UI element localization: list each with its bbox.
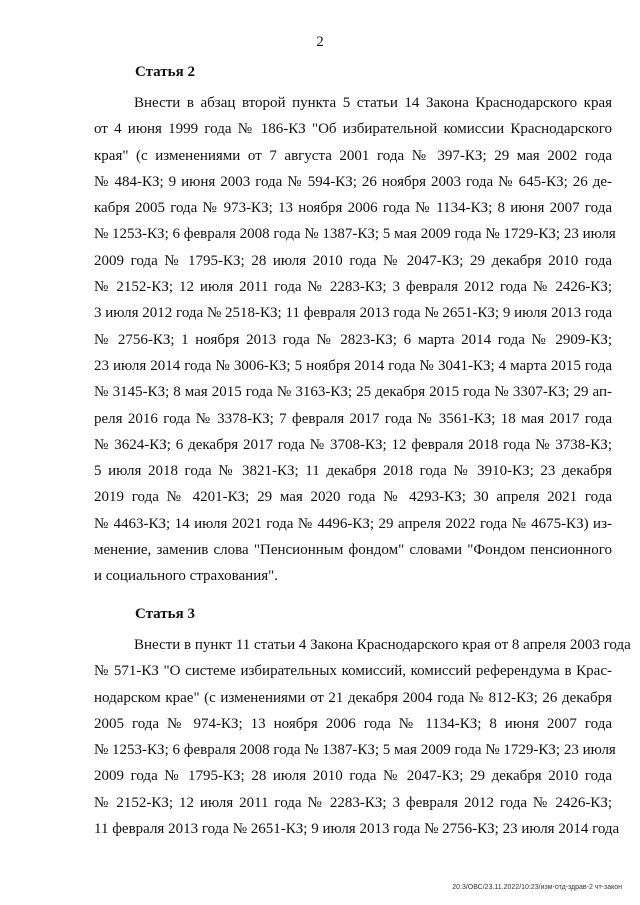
text-line: 11 февраля 2013 года № 2651-КЗ; 9 июля 2013 года № 2756-КЗ; 23 июля 2014 года — [94, 821, 620, 838]
page-number: 2 — [316, 34, 324, 50]
text-line: 2009 года № 1795-КЗ; 28 июля 2010 года № 2047-КЗ; 29 декабря 2010 года — [94, 252, 612, 269]
text-line: 23 июля 2014 года № 3006-КЗ; 5 ноября 2014 года № 3041-КЗ; 4 марта 2015 года — [94, 357, 612, 374]
text-line: 3 июля 2012 года № 2518-КЗ; 11 февраля 2013 года № 2651-КЗ; 9 июля 2013 года — [94, 305, 612, 322]
text-line: № 1253-КЗ; 6 февраля 2008 года № 1387-КЗ; 5 мая 2009 года № 1729-КЗ; 23 июля — [94, 226, 616, 243]
text-line: 2005 года № 974-КЗ; 13 ноября 2006 года № 1134-КЗ; 8 июня 2007 года — [94, 715, 612, 732]
text-line: 5 июля 2018 года № 3821-КЗ; 11 декабря 2018 года № 3910-КЗ; 23 декабря — [94, 463, 612, 480]
text-line: 2009 года № 1795-КЗ; 28 июля 2010 года № 2047-КЗ; 29 декабря 2010 года — [94, 768, 612, 785]
article-3-paragraph — [94, 632, 631, 842]
text-line: № 2152-КЗ; 12 июля 2011 года № 2283-КЗ; 3 февраля 2012 года № 2426-КЗ; — [94, 279, 612, 296]
text-line: Внести в абзац второй пункта 5 статьи 14 Закона Краснодарского края — [134, 95, 612, 111]
text-line: № 484-КЗ; 9 июня 2003 года № 594-КЗ; 26 ноября 2003 года № 645-КЗ; 26 де- — [94, 173, 612, 190]
text-line: 2019 года № 4201-КЗ; 29 мая 2020 года № 4293-КЗ; 30 апреля 2021 года — [94, 489, 612, 506]
text-line: № 3624-КЗ; 6 декабря 2017 года № 3708-КЗ; 12 февраля 2018 года № 3738-КЗ; — [94, 436, 612, 453]
article-2-paragraph — [94, 90, 616, 590]
text-line: № 4463-КЗ; 14 июля 2021 года № 4496-КЗ; 29 апреля 2022 года № 4675-КЗ) из- — [94, 515, 612, 532]
text-line: нодарском крае" (с изменениями от 21 декабря 2004 года № 812-КЗ; 26 декабря — [94, 689, 612, 706]
document-footer-code: 20.3/ОВС/23.11.2022/10:23/изм-отд-здрав-2 чт-закон — [452, 884, 622, 891]
text-line: № 3145-КЗ; 8 мая 2015 года № 3163-КЗ; 25 декабря 2015 года № 3307-КЗ; 29 ап- — [94, 384, 612, 401]
article-3-heading: Статья 3 — [135, 606, 195, 622]
text-line: кабря 2005 года № 973-КЗ; 13 ноября 2006 года № 1134-КЗ; 8 июня 2007 года — [94, 200, 612, 217]
article-2-heading: Статья 2 — [135, 64, 195, 80]
text-line: реля 2016 года № 3378-КЗ; 7 февраля 2017 года № 3561-КЗ; 18 мая 2017 года — [94, 410, 612, 427]
text-line: № 2756-КЗ; 1 ноября 2013 года № 2823-КЗ; 6 марта 2014 года № 2909-КЗ; — [94, 331, 612, 348]
text-line: от 4 июня 1999 года № 186-КЗ "Об избирательной комиссии Краснодарского — [94, 121, 612, 138]
text-line: и социального страхования". — [94, 568, 279, 585]
text-line: менение, заменив слова "Пенсионным фондом" словами "Фондом пенсионного — [94, 542, 612, 559]
text-line: края" (с изменениями от 7 августа 2001 года № 397-КЗ; 29 мая 2002 года — [94, 147, 612, 164]
text-line: № 571-КЗ "О системе избирательных комиссий, комиссий референдума в Крас- — [94, 663, 612, 680]
text-line: № 2152-КЗ; 12 июля 2011 года № 2283-КЗ; 3 февраля 2012 года № 2426-КЗ; — [94, 794, 612, 811]
text-line: № 1253-КЗ; 6 февраля 2008 года № 1387-КЗ; 5 мая 2009 года № 1729-КЗ; 23 июля — [94, 742, 616, 759]
text-line: Внести в пункт 11 статьи 4 Закона Краснодарского края от 8 апреля 2003 года — [134, 637, 631, 653]
